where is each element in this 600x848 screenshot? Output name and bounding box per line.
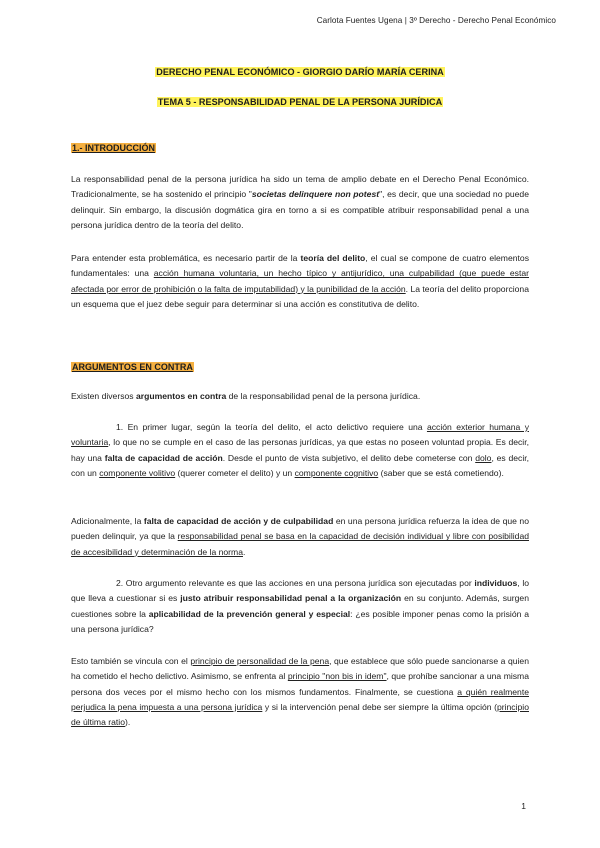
text-run: , es decir, con un	[71, 452, 529, 478]
course-title	[0, 67, 600, 77]
text-run: . La teoría del delito proporciona un esquema que el juez debe seguir para determinar si una acción es constitutiva de delito.	[71, 283, 529, 309]
paragraph-intro-2	[71, 251, 529, 312]
paragraph-intro-1	[71, 172, 529, 233]
text-run-underlined: acción humana voluntaria, un hecho típico y antijurídico, una culpabilidad (que puede estar afectada por error de prohibición o la falta de imputabilidad) y la punibilidad de la acción	[71, 268, 529, 294]
text-run-underlined: componente cognitivo	[294, 467, 379, 478]
paragraph-against-intro	[71, 389, 529, 404]
paragraph-argument-1	[71, 420, 529, 481]
text-run-latin-maxim: societas delinquere non potest	[251, 189, 380, 200]
text-run: , que prohíbe sancionar a una misma persona dos veces por el mismo hecho con los mismos fundamentos. Finalmente, se cuestiona	[71, 671, 529, 697]
text-run: Esto también se vincula con el	[71, 656, 191, 666]
text-run: , que establece que sólo puede sancionarse a quien ha cometido el hecho delictivo. Asimismo, se enfrenta al	[71, 656, 529, 682]
text-run: .	[242, 546, 246, 557]
text-run: ).	[124, 717, 131, 728]
text-run: Para entender esta problemática, es necesario partir de la	[71, 253, 301, 263]
course-title-text: DERECHO PENAL ECONÓMICO - GIORGIO DARÍO MARÍA CERINA	[156, 67, 444, 77]
text-run: en una persona jurídica refuerza la idea de que no pueden delinquir, ya que la	[71, 516, 529, 542]
paragraph-argument-2-cont	[71, 654, 529, 730]
paragraph-argument-2	[71, 576, 529, 637]
text-run: Adicionalmente, la	[71, 516, 144, 526]
text-run: , el cual se compone de cuatro elementos fundamentales: una	[71, 253, 529, 279]
section-heading-text: ARGUMENTOS EN CONTRA	[72, 362, 193, 372]
text-run-bold: aplicabilidad de la prevención general y especial	[148, 608, 351, 619]
text-run-underlined: responsabilidad penal se basa en la capacidad de decisión individual y libre con posibilidad de accesibilidad y determinación de la norma	[71, 531, 530, 557]
text-run-underlined: principio "non bis in idem"	[287, 671, 387, 682]
text-run: , lo que lleva a cuestionar si es	[71, 578, 530, 604]
text-run: . Desde el punto de vista subjetivo, el delito debe cometerse con	[222, 452, 476, 463]
section-heading-introduccion	[71, 143, 156, 153]
text-run-bold: argumentos en contra	[135, 391, 227, 401]
text-run: (saber que se está cometiendo).	[378, 467, 504, 478]
text-run: y si la intervención penal debe ser siempre la última opción (	[262, 701, 497, 712]
text-run-underlined: principio de personalidad de la pena	[190, 656, 330, 666]
text-run-bold: falta de capacidad de acción y de culpabilidad	[143, 516, 334, 526]
text-run-bold: individuos	[474, 578, 518, 588]
text-run: en su conjunto. Además, surgen cuestiones sobre la	[71, 593, 529, 619]
text-run: 2. Otro argumento relevante es que las acciones en una persona jurídica son ejecutadas por	[116, 578, 475, 588]
text-run: 1. En primer lugar, según la teoría del delito, el acto delictivo requiere una	[116, 422, 427, 432]
text-run-bold: falta de capacidad de acción	[104, 452, 223, 463]
text-run-bold: justo atribuir responsabilidad penal a la organización	[180, 593, 402, 604]
text-run-underlined: acción exterior humana y voluntaria	[71, 422, 529, 448]
text-run-underlined: a quién realmente perjudica la pena impuesta a una persona jurídica	[71, 686, 529, 712]
paragraph-argument-1-cont	[71, 514, 529, 560]
section-heading-argumentos-en-contra	[71, 362, 194, 372]
text-run: de la responsabilidad penal de la persona jurídica.	[226, 391, 421, 401]
text-run: La responsabilidad penal de la persona jurídica ha sido un tema de amplio debate en el Derecho Penal Económico. Tradicionalmente, se ha sostenido el principio "	[71, 174, 529, 200]
text-run-underlined: principio de última ratio	[71, 701, 529, 728]
topic-title-text: TEMA 5 - RESPONSABILIDAD PENAL DE LA PERSONA JURÍDICA	[157, 97, 443, 107]
topic-title	[0, 97, 600, 107]
text-run: (querer cometer el delito) y un	[175, 467, 295, 478]
text-run: : ¿es posible imponer penas como la prisión a una persona jurídica?	[71, 608, 529, 634]
section-heading-text: 1.- INTRODUCCIÓN	[72, 143, 155, 153]
text-run-underlined: dolo	[475, 452, 492, 463]
page-number: 1	[521, 801, 526, 811]
text-run: , lo que no se cumple en el caso de las personas jurídicas, ya que estas no poseen voluntad propia. Es decir, hay una	[71, 437, 529, 463]
text-run: ", es decir, que una sociedad no puede delinquir. Sin embargo, la discusión dogmática gira en torno a si es compatible atribuir responsabilidad penal a una persona jurídica dentro de la teoría del delito.	[71, 189, 529, 230]
text-run-underlined: componente volitivo	[99, 467, 176, 478]
text-run: Existen diversos	[71, 391, 136, 401]
text-run-bold: teoría del delito	[300, 253, 366, 263]
header-note: Carlota Fuentes Ugena | 3º Derecho - Derecho Penal Económico	[316, 16, 556, 25]
